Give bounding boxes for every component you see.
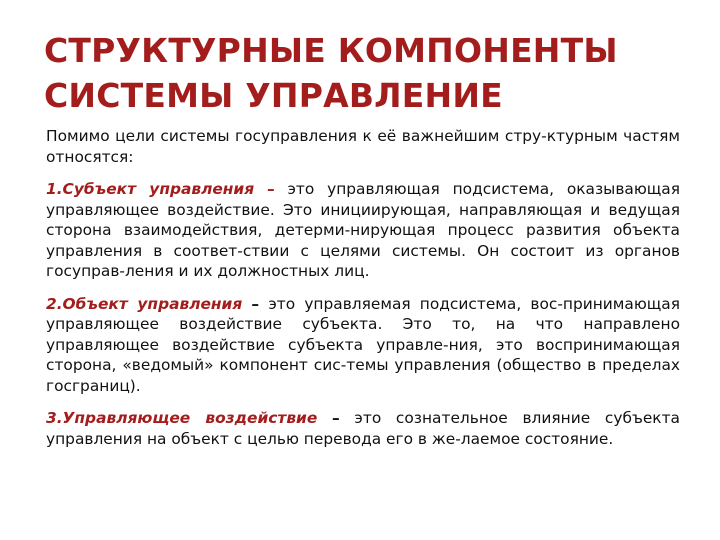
slide-body: [46, 126, 680, 461]
item-term-subject: 1.Субъект управления: [46, 180, 255, 198]
item-text-subject: это управляющая подсистема, оказывающая управляющее воздействие. Это инициирующая, направляющая и ведущая сторона взаимодействия, детерми-нирующая процесс развития объекта управления в соответ-ствии с целями системы. Он состоит из органов госуправ-ления и их должностных лиц.: [46, 180, 680, 280]
slide-title: [44, 28, 684, 118]
intro-paragraph: Помимо цели системы госуправления к её важнейшим стру-ктурным частям относятся:: [46, 127, 680, 166]
item-text-object: это управляемая подсистема, вос-принимающая управляющее воздействие субъекта. Это то, на что направлено управляющее воздействие субъекта управле-ния, это воспринимающая сторона, «ведомый» компонент сис-темы управления (общество в пределах госграниц).: [46, 294, 680, 395]
slide-title-line1: СТРУКТУРНЫЕ КОМПОНЕНТЫ: [44, 31, 618, 70]
item-dash-subject: –: [266, 180, 275, 198]
item-text-influence: это сознательное влияние субъекта управления на объект с целью перевода его в же-лаемое состояние.: [46, 409, 680, 448]
item-paragraph-object: [46, 294, 680, 397]
item-dash-influence: –: [332, 409, 340, 427]
item-dash-object: –: [251, 294, 260, 313]
item-term-object: 2.Объект управления: [46, 294, 243, 313]
slide-title-line2: СИСТЕМЫ УПРАВЛЕНИЕ: [44, 76, 503, 115]
item-paragraph-subject: [46, 179, 680, 282]
item-paragraph-influence: [46, 408, 680, 449]
item-term-influence: 3.Управляющее воздействие: [46, 409, 318, 427]
